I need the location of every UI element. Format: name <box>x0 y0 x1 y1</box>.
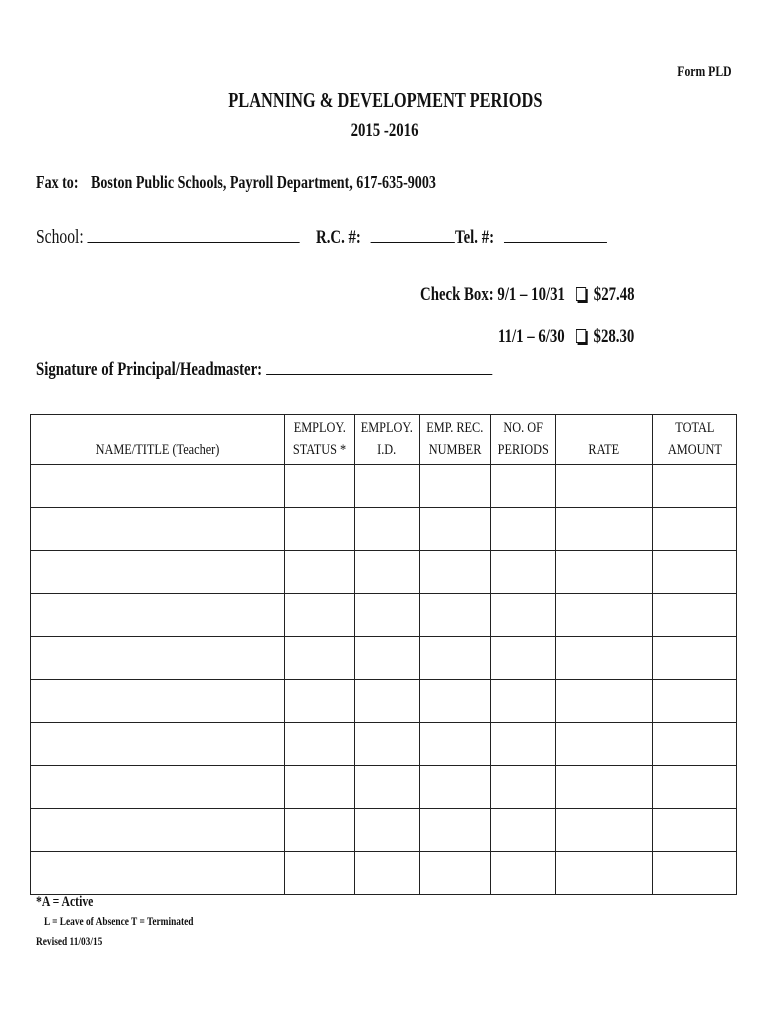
col-employ-id <box>355 415 420 465</box>
table-cell[interactable] <box>491 680 556 723</box>
col-header-text: NO. OF <box>503 420 543 436</box>
fax-row <box>36 172 436 193</box>
table-cell[interactable] <box>285 723 355 766</box>
table-row <box>31 809 737 852</box>
table-cell[interactable] <box>491 551 556 594</box>
check-option-2 <box>498 326 634 348</box>
table-cell[interactable] <box>491 723 556 766</box>
table-cell[interactable] <box>355 723 420 766</box>
table-cell[interactable] <box>420 723 491 766</box>
form-title-text: PLANNING & DEVELOPMENT PERIODS <box>227 88 543 112</box>
table-cell[interactable] <box>285 809 355 852</box>
table-cell[interactable] <box>491 852 556 895</box>
col-header-text: NUMBER <box>428 442 482 458</box>
table-cell[interactable] <box>653 551 737 594</box>
col-header-text: PERIODS <box>497 442 549 458</box>
school-field[interactable] <box>88 226 300 243</box>
table-cell[interactable] <box>420 766 491 809</box>
table-cell[interactable] <box>420 594 491 637</box>
table-cell[interactable] <box>31 766 285 809</box>
col-header-text: I.D. <box>377 442 397 458</box>
col-employ-status <box>285 415 355 465</box>
table-cell[interactable] <box>420 809 491 852</box>
table-row <box>31 723 737 766</box>
form-code: Form PLD <box>677 64 732 80</box>
table-cell[interactable] <box>420 680 491 723</box>
table-cell[interactable] <box>31 594 285 637</box>
table-cell[interactable] <box>556 680 653 723</box>
signature-row <box>36 358 492 381</box>
col-no-of-periods <box>491 415 556 465</box>
fax-label: Fax to: <box>36 172 79 192</box>
table-cell[interactable] <box>285 508 355 551</box>
table-cell[interactable] <box>285 551 355 594</box>
table-body <box>31 465 737 895</box>
legend-active: *A = Active <box>36 894 94 910</box>
table-cell[interactable] <box>355 637 420 680</box>
table-cell[interactable] <box>285 637 355 680</box>
tel-field[interactable] <box>504 226 607 243</box>
school-label: School: <box>36 226 84 248</box>
rc-label: R.C. #: <box>316 227 361 248</box>
table-cell[interactable] <box>653 852 737 895</box>
table-cell[interactable] <box>491 637 556 680</box>
col-header-text: TOTAL <box>674 420 715 436</box>
table-cell[interactable] <box>653 594 737 637</box>
table-cell[interactable] <box>653 766 737 809</box>
check-option-1 <box>420 284 635 306</box>
table-cell[interactable] <box>556 551 653 594</box>
table-cell[interactable] <box>556 508 653 551</box>
table-cell[interactable] <box>355 809 420 852</box>
table-row <box>31 551 737 594</box>
school-row <box>36 226 300 249</box>
table-cell[interactable] <box>285 465 355 508</box>
check-box-label: Check Box: <box>420 284 494 305</box>
table-cell[interactable] <box>653 680 737 723</box>
school-year-text: 2015 -2016 <box>351 120 419 141</box>
fax-recipient: Boston Public Schools, Payroll Department, 617-635-9003 <box>90 172 436 192</box>
table-row <box>31 680 737 723</box>
table-cell[interactable] <box>31 723 285 766</box>
legend-other: L = Leave of Absence T = Terminated <box>44 914 194 928</box>
signature-label: Signature of Principal/Headmaster: <box>36 359 263 380</box>
table-cell[interactable] <box>556 852 653 895</box>
table-cell[interactable] <box>556 594 653 637</box>
table-cell[interactable] <box>31 637 285 680</box>
col-emp-rec-number <box>420 415 491 465</box>
table-cell[interactable] <box>556 637 653 680</box>
table-cell[interactable] <box>653 723 737 766</box>
table-cell[interactable] <box>355 508 420 551</box>
col-header-text: EMPLOY. <box>360 420 414 436</box>
col-header-text: NAME/TITLE (Teacher) <box>95 442 220 458</box>
table-row <box>31 637 737 680</box>
table-cell[interactable] <box>31 551 285 594</box>
col-header-text: EMP. REC. <box>426 420 484 436</box>
table-cell[interactable] <box>420 551 491 594</box>
col-header-text: AMOUNT <box>667 442 722 458</box>
col-rate <box>556 415 653 465</box>
table-cell[interactable] <box>285 594 355 637</box>
table-cell[interactable] <box>556 723 653 766</box>
table-cell[interactable] <box>31 508 285 551</box>
table-cell[interactable] <box>653 637 737 680</box>
check-range-2: 11/1 – 6/30 <box>498 326 565 347</box>
table-row <box>31 766 737 809</box>
teacher-table <box>30 414 737 895</box>
table-cell[interactable] <box>31 809 285 852</box>
table-cell[interactable] <box>420 465 491 508</box>
table-cell[interactable] <box>653 809 737 852</box>
table-cell[interactable] <box>556 766 653 809</box>
table-cell[interactable] <box>491 465 556 508</box>
check-amount-2: $28.30 <box>593 326 635 347</box>
table-cell[interactable] <box>491 766 556 809</box>
table-cell[interactable] <box>556 465 653 508</box>
table-cell[interactable] <box>355 680 420 723</box>
school-year <box>0 120 770 142</box>
table-cell[interactable] <box>653 465 737 508</box>
checkbox-2[interactable] <box>576 329 586 343</box>
table-header-row <box>31 415 737 465</box>
table-row <box>31 508 737 551</box>
table-cell[interactable] <box>285 766 355 809</box>
col-total-amount <box>653 415 737 465</box>
col-name-title <box>31 415 285 465</box>
check-range-1: 9/1 – 10/31 <box>497 284 565 305</box>
tel-label: Tel. #: <box>455 227 495 248</box>
rc-tel-row <box>316 226 607 249</box>
table-row <box>31 465 737 508</box>
col-header-text: RATE <box>588 442 620 458</box>
revised-date: Revised 11/03/15 <box>36 934 103 948</box>
table-cell[interactable] <box>420 508 491 551</box>
form-title <box>0 88 770 113</box>
table-cell[interactable] <box>355 465 420 508</box>
col-header-text: EMPLOY. <box>293 420 346 436</box>
table-cell[interactable] <box>420 637 491 680</box>
col-header-text: STATUS * <box>292 442 347 458</box>
table-cell[interactable] <box>653 508 737 551</box>
table-cell[interactable] <box>355 766 420 809</box>
check-amount-1: $27.48 <box>593 284 635 305</box>
table-row <box>31 852 737 895</box>
table-cell[interactable] <box>355 852 420 895</box>
table-cell[interactable] <box>355 594 420 637</box>
table-cell[interactable] <box>31 852 285 895</box>
table-cell[interactable] <box>31 680 285 723</box>
table-cell[interactable] <box>556 809 653 852</box>
table-cell[interactable] <box>491 594 556 637</box>
checkbox-1[interactable] <box>576 287 586 301</box>
table-cell[interactable] <box>285 680 355 723</box>
table-cell[interactable] <box>420 852 491 895</box>
rc-field[interactable] <box>371 226 455 243</box>
table-cell[interactable] <box>491 809 556 852</box>
table-row <box>31 594 737 637</box>
table-cell[interactable] <box>285 852 355 895</box>
table-cell[interactable] <box>31 465 285 508</box>
table-cell[interactable] <box>491 508 556 551</box>
table-cell[interactable] <box>355 551 420 594</box>
signature-field[interactable] <box>266 358 492 375</box>
